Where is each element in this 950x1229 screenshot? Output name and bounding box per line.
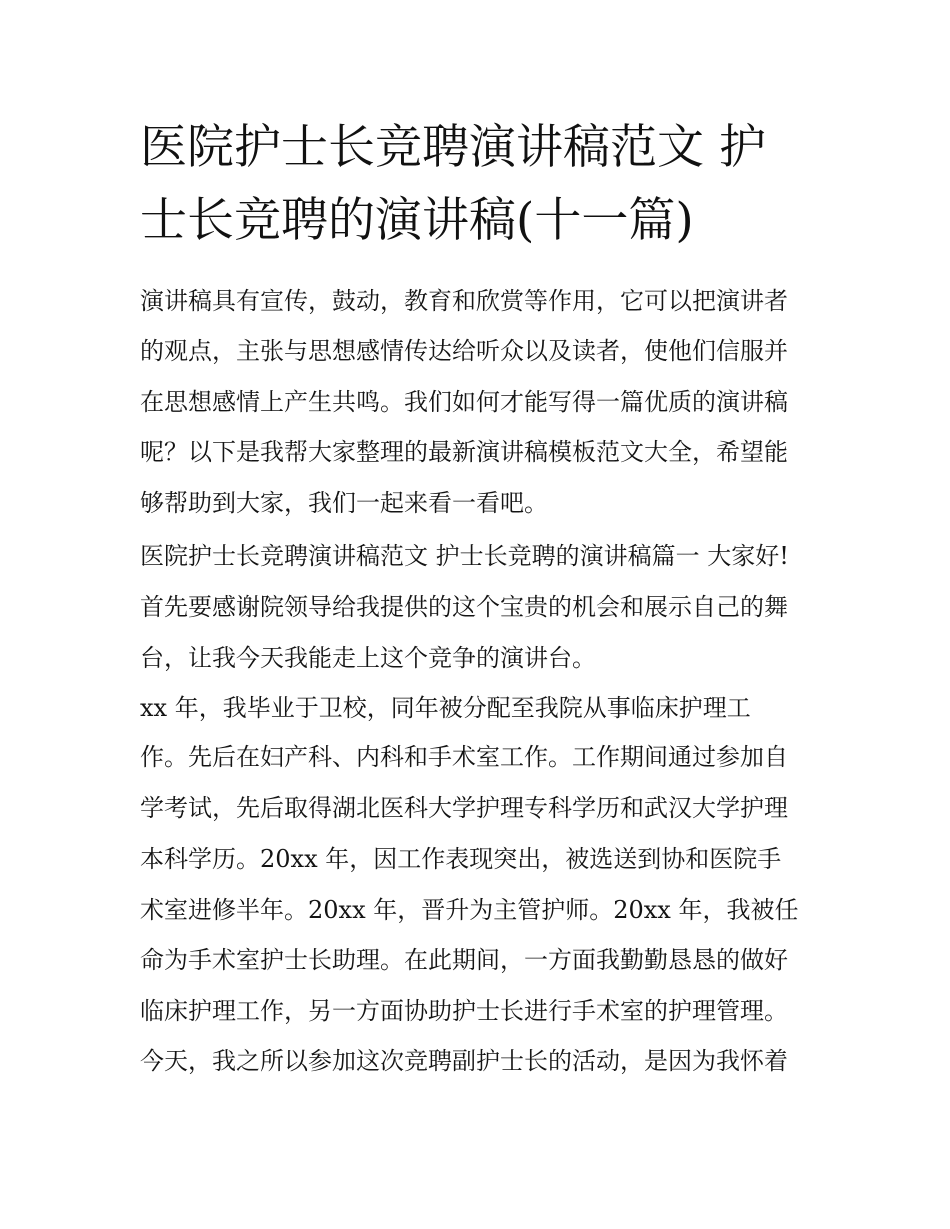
body-line-7: 首先要感谢院领导给我提供的这个宝贵的机会和展示自己的舞 <box>140 593 788 621</box>
body-line-6: 医院护士长竞聘演讲稿范文 护士长竞聘的演讲稿篇一 大家好! <box>140 542 789 570</box>
body-line-2: 的观点，主张与思想感情传达给听众以及读者，使他们信服并 <box>140 337 788 365</box>
body-line-5: 够帮助到大家，我们一起来看一看吧。 <box>140 489 548 517</box>
body-line-3: 在思想感情上产生共鸣。我们如何才能写得一篇优质的演讲稿 <box>140 388 788 416</box>
body-line-10: 作。先后在妇产科、内科和手术室工作。工作期间通过参加自 <box>140 743 788 771</box>
body-line-16: 今天，我之所以参加这次竞聘副护士长的活动，是因为我怀着 <box>140 1047 788 1075</box>
body-line-11: 学考试，先后取得湖北医科大学护理专科学历和武汉大学护理 <box>140 794 788 822</box>
body-line-4: 呢？以下是我帮大家整理的最新演讲稿模板范文大全，希望能 <box>140 438 788 466</box>
body-line-12: 本科学历。20xx 年，因工作表现突出，被选送到协和医院手 <box>140 845 782 873</box>
body-line-8: 台，让我今天我能走上这个竞争的演讲台。 <box>140 644 596 672</box>
body-line-15: 临床护理工作，另一方面协助护士长进行手术室的护理管理。 <box>140 997 788 1025</box>
document-title-line-1: 医院护士长竞聘演讲稿范文 护 <box>140 120 766 175</box>
body-line-9: xx 年，我毕业于卫校，同年被分配至我院从事临床护理工 <box>140 694 751 722</box>
document-title-line-2: 士长竞聘的演讲稿(十一篇) <box>140 193 694 248</box>
body-line-14: 命为手术室护士长助理。在此期间，一方面我勤勤恳恳的做好 <box>140 946 788 974</box>
body-line-13: 术室进修半年。20xx 年，晋升为主管护师。20xx 年，我被任 <box>140 896 799 924</box>
body-line-1: 演讲稿具有宣传，鼓动，教育和欣赏等作用，它可以把演讲者 <box>140 287 788 315</box>
